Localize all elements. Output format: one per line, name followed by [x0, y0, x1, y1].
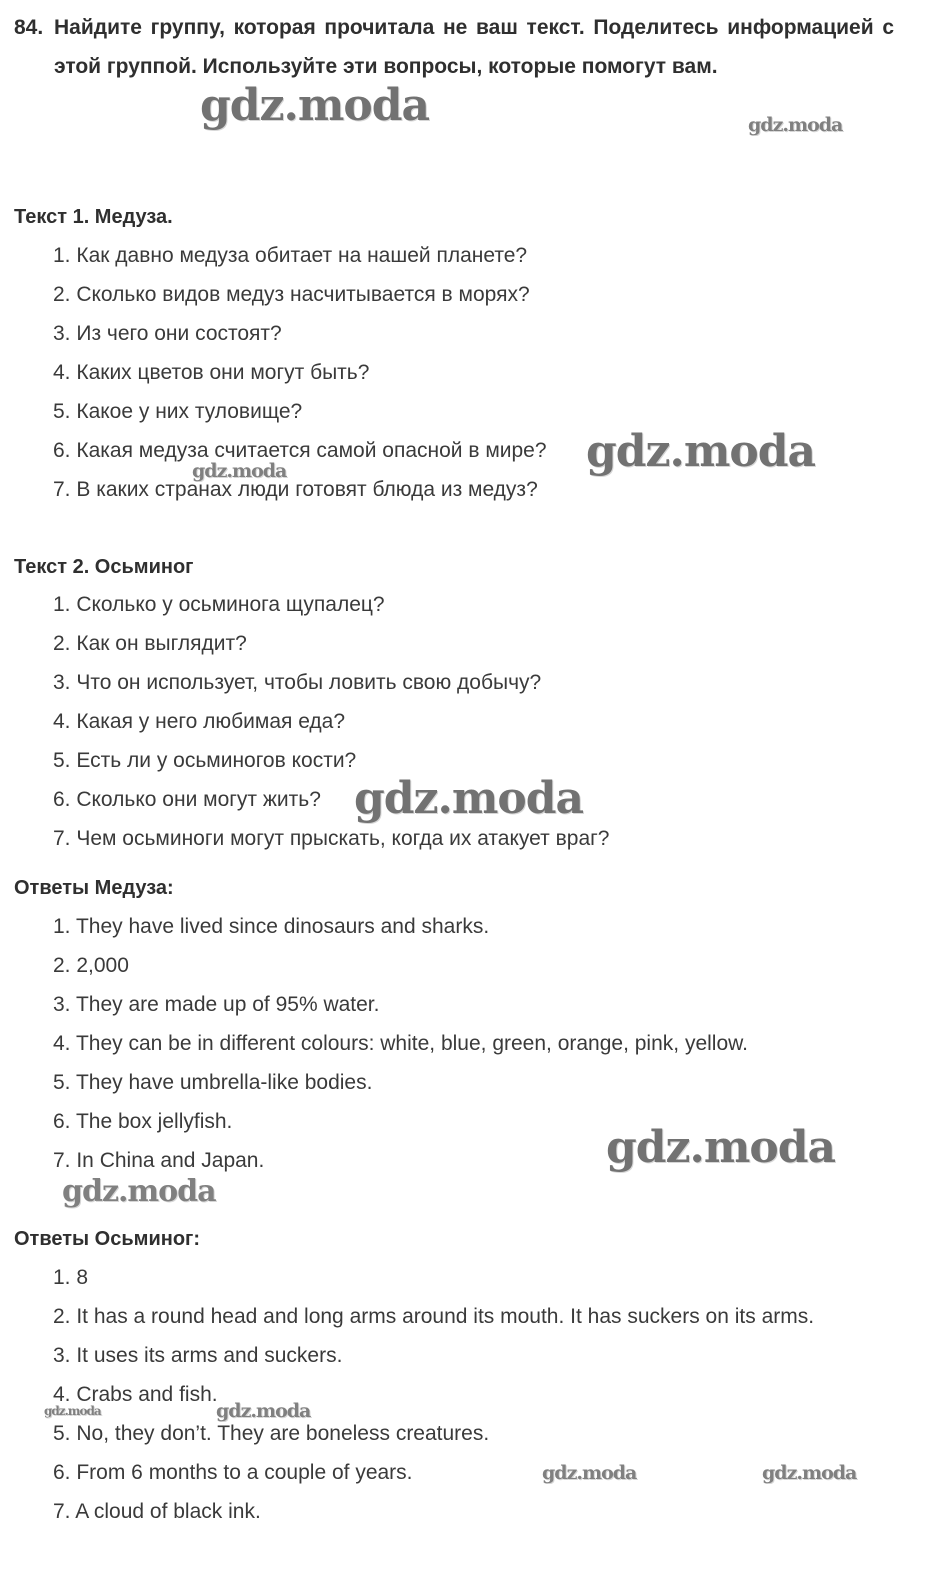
watermark: gdz.moda [606, 1122, 836, 1173]
list-item: 1. 8 [53, 1266, 89, 1289]
list-item: 3. They are made up of 95% water. [53, 993, 380, 1016]
list-item: 5. They have umbrella-like bodies. [53, 1071, 373, 1094]
list-item: 3. Из чего они состоят? [53, 322, 282, 345]
list-item: 1. Как давно медуза обитает на нашей планете? [53, 244, 528, 267]
list-item: 2. Сколько видов медуз насчитывается в морях? [53, 283, 530, 306]
list-item: 3. It uses its arms and suckers. [53, 1344, 343, 1367]
text1-heading: Текст 1. Медуза. [14, 206, 173, 228]
list-item: 7. Чем осьминоги могут прыскать, когда их атакует враг? [53, 827, 610, 850]
list-item: 7. A cloud of black ink. [53, 1500, 261, 1523]
watermark: gdz.moda [354, 773, 584, 824]
watermark: gdz.moda [200, 80, 430, 131]
watermark: gdz.moda [44, 1404, 101, 1418]
watermark: gdz.moda [62, 1174, 216, 1209]
answers2-heading: Ответы Осьминог: [14, 1228, 201, 1250]
watermark: gdz.moda [216, 1400, 311, 1422]
list-item: 6. Сколько они могут жить? [53, 788, 321, 811]
list-item: 4. Каких цветов они могут быть? [53, 361, 370, 384]
list-item: 4. Какая у него любимая еда? [53, 710, 346, 733]
list-item: 2. 2,000 [53, 954, 129, 977]
list-item: 6. From 6 months to a couple of years. [53, 1461, 413, 1484]
task-number: 84. [14, 16, 44, 39]
list-item: 1. Сколько у осьминога щупалец? [53, 593, 385, 616]
list-item: 5. No, they don’t. They are boneless creatures. [53, 1422, 490, 1445]
list-item: 6. The box jellyfish. [53, 1110, 233, 1133]
text2-questions [53, 593, 609, 866]
answers2-list [53, 1266, 814, 1539]
task-instruction [14, 8, 894, 86]
list-item: 2. It has a round head and long arms around its mouth. It has suckers on its arms. [53, 1305, 815, 1328]
watermark: gdz.moda [748, 114, 843, 136]
watermark: gdz.moda [762, 1462, 857, 1484]
list-item: 3. Что он использует, чтобы ловить свою добычу? [53, 671, 542, 694]
list-item: 7. In China and Japan. [53, 1149, 265, 1172]
watermark: gdz.moda [586, 426, 816, 477]
list-item: 4. Crabs and fish. [53, 1383, 218, 1406]
list-item: 2. Как он выглядит? [53, 632, 247, 655]
text2-heading: Текст 2. Осьминог [14, 556, 194, 578]
list-item: 4. They can be in different colours: white, blue, green, orange, pink, yellow. [53, 1032, 748, 1055]
task-text: Найдите группу, которая прочитала не ваш текст. Поделитесь информацией с этой группой. Используйте эти вопросы, которые помогут вам. [54, 16, 894, 78]
text1-questions [53, 244, 547, 517]
list-item: 7. В каких странах люди готовят блюда из медуз? [53, 478, 538, 501]
watermark: gdz.moda [192, 460, 287, 482]
answers1-heading: Ответы Медуза: [14, 877, 174, 899]
watermark: gdz.moda [542, 1462, 637, 1484]
list-item: 5. Есть ли у осьминогов кости? [53, 749, 357, 772]
list-item: 6. Какая медуза считается самой опасной в мире? [53, 439, 547, 462]
list-item: 5. Какое у них туловище? [53, 400, 303, 423]
list-item: 1. They have lived since dinosaurs and sharks. [53, 915, 490, 938]
